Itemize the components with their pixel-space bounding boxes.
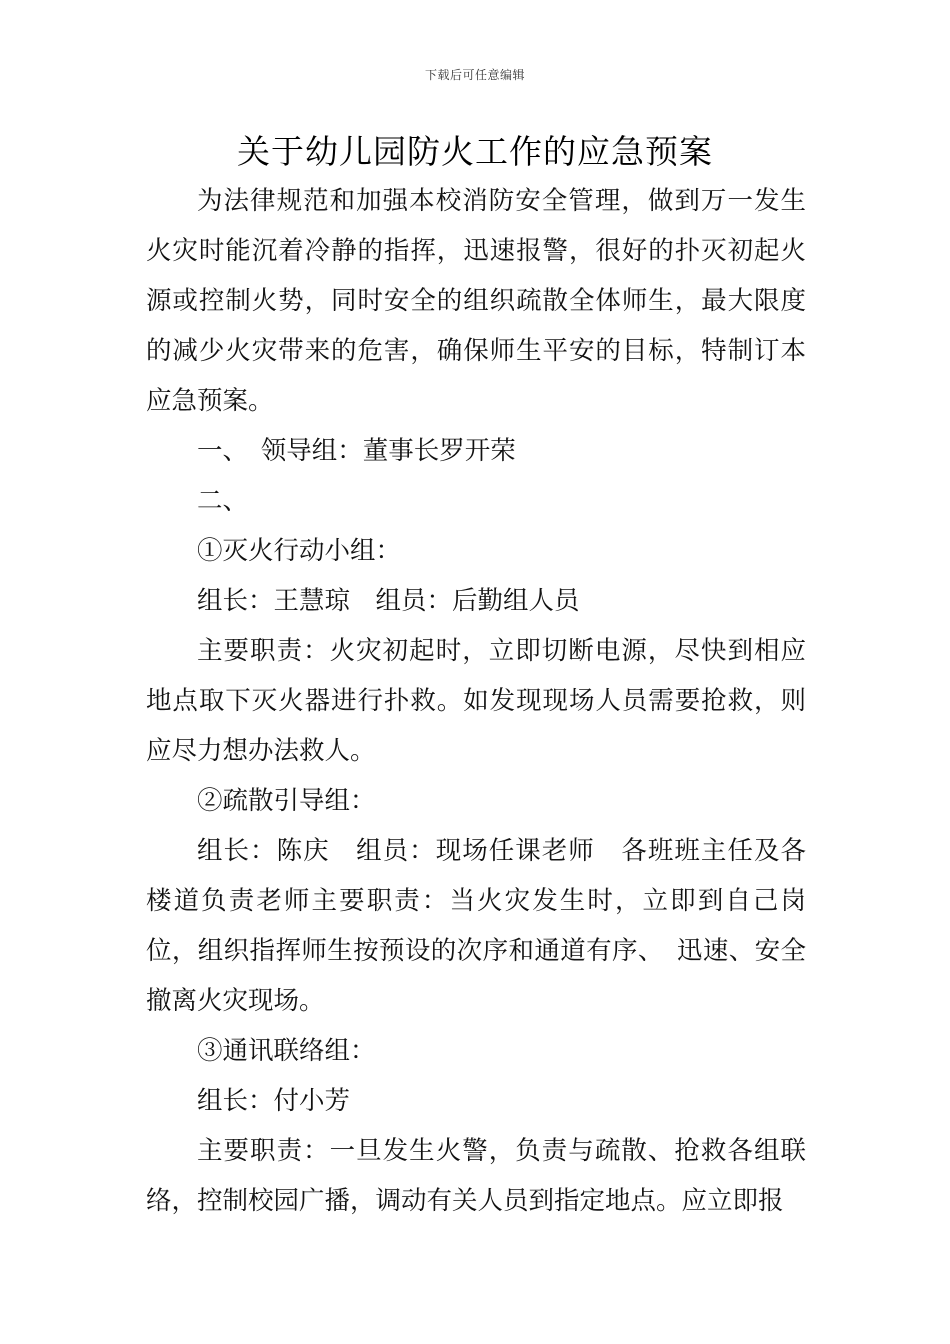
- section-leadership: 一、 领导组：董事长罗开荣: [197, 436, 516, 466]
- group-firefighting-duties: 主要职责：火灾初起时，立即切断电源，尽快到相应地点取下灭火器进行扑救。如发现现场人员需要抢救，则应尽力想办法救人。: [146, 636, 806, 766]
- document-title: 关于幼儿园防火工作的应急预案: [237, 132, 713, 171]
- group-evacuation-heading: ②疏散引导组：: [197, 786, 376, 816]
- group-firefighting-heading: ①灭火行动小组：: [197, 536, 402, 566]
- section-two-heading: 二、: [197, 486, 249, 516]
- group-communication-heading: ③通讯联络组：: [197, 1036, 376, 1066]
- header-note: 下载后可任意编辑: [424, 68, 525, 82]
- group-evacuation-members-duties: 组长：陈庆 组员：现场任课老师 各班班主任及各楼道负责老师主要职责：当火灾发生时，立即到自己岗位，组织指挥师生按预设的次序和通道有序、 迅速、安全撤离火灾现场。: [146, 836, 806, 1016]
- group-firefighting-members: 组长：王慧琼 组员：后勤组人员: [197, 586, 580, 616]
- document-body: [146, 176, 806, 1226]
- intro-paragraph: 为法律规范和加强本校消防安全管理，做到万一发生火灾时能沉着冷静的指挥，迅速报警，很好的扑灭初起火源或控制火势，同时安全的组织疏散全体师生，最大限度的减少火灾带来的危害，确保师生平安的目标，特制订本应急预案。: [146, 186, 806, 416]
- group-communication-duties: 主要职责：一旦发生火警，负责与疏散、抢救各组联络，控制校园广播，调动有关人员到指定地点。应立即报: [146, 1136, 806, 1216]
- group-communication-leader: 组长：付小芳: [197, 1086, 351, 1116]
